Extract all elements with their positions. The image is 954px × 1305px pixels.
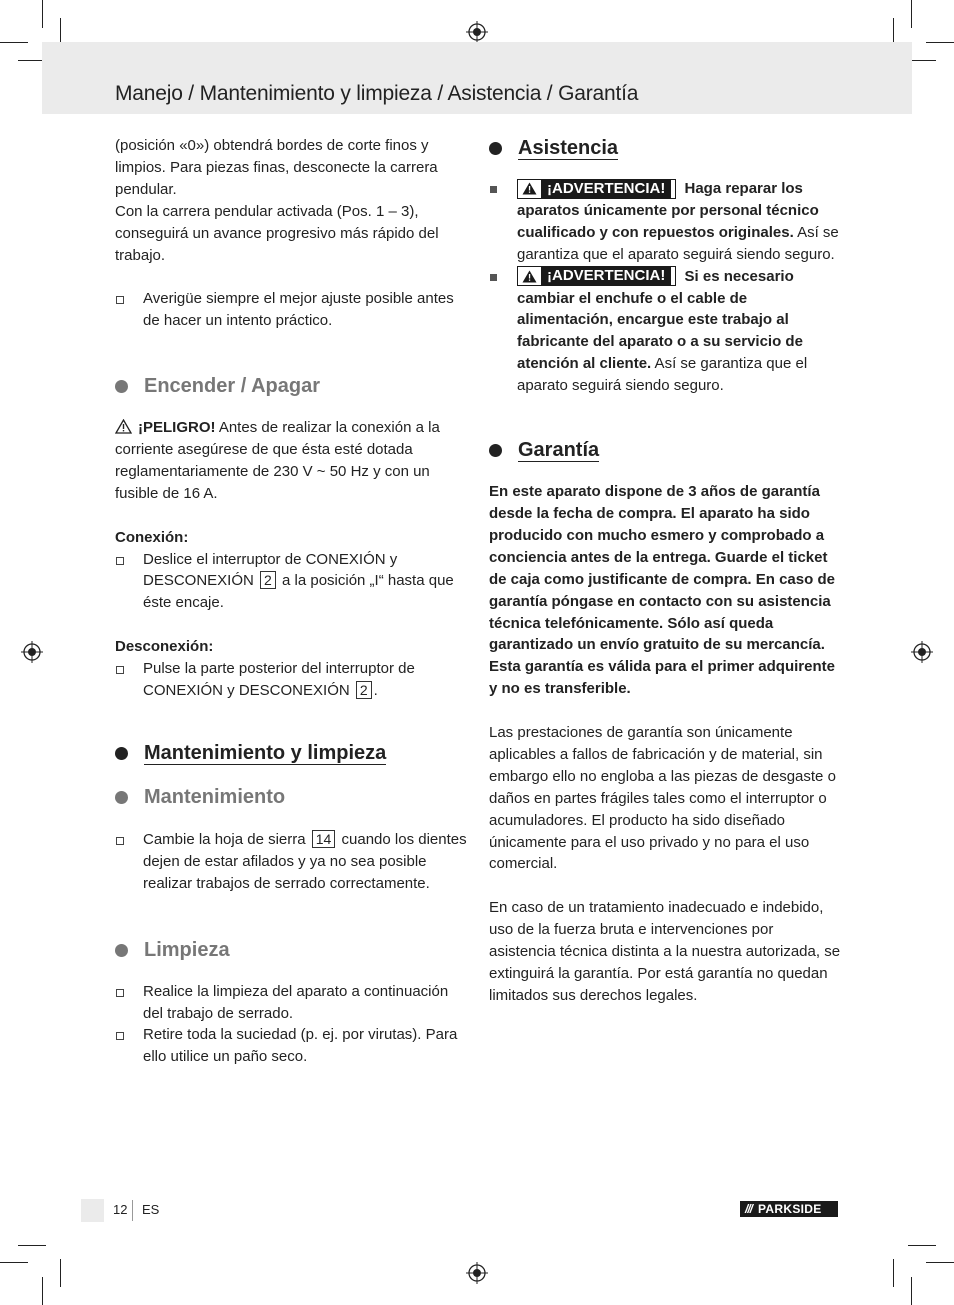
crop-mark	[0, 42, 28, 43]
part-number-badge: 2	[356, 681, 372, 699]
crop-mark	[18, 1245, 46, 1246]
crop-mark	[926, 1262, 954, 1263]
checkbox-bullet-icon	[116, 296, 124, 304]
parkside-logo: /// PARKSIDE	[740, 1201, 838, 1217]
list-item: Cambie la hoja de sierra 14 cuando los dientes dejen de estar afilados y ya no sea posible realizar trabajos de serrado correctamente.	[115, 829, 467, 895]
right-column	[489, 135, 841, 1007]
left-column	[115, 135, 467, 1068]
warranty-paragraph: Las prestaciones de garantía son únicamente aplicables a fallos de fabricación y de material, sin embargo ello no engloba a las piezas de desgaste o daños en partes frágiles tales como el interruptor o acumuladores. El producto ha sido diseñado únicamente para el uso privado y no para el uso comercial.	[489, 724, 836, 873]
section-heading-garantia: Garantía	[489, 437, 841, 463]
list-item: Deslice el interruptor de CONEXIÓN y DESCONEXIÓN 2 a la posición „I“ hasta que éste encaje.	[115, 549, 467, 615]
section-heading-encender: Encender / Apagar	[115, 373, 467, 399]
square-bullet-icon	[490, 186, 497, 193]
bullet-dot-icon	[115, 380, 128, 393]
section-heading-mantenimiento-limpieza: Mantenimiento y limpieza	[115, 740, 467, 766]
checkbox-bullet-icon	[116, 666, 124, 674]
warning-badge: ¡ADVERTENCIA!	[517, 266, 676, 286]
square-bullet-icon	[490, 274, 497, 281]
page-title: Manejo / Mantenimiento y limpieza / Asistencia / Garantía	[115, 82, 639, 105]
crop-mark	[911, 1277, 912, 1305]
crop-mark	[911, 0, 912, 28]
part-number-badge: 2	[260, 571, 276, 589]
registration-mark-icon	[911, 641, 933, 663]
checkbox-bullet-icon	[116, 989, 124, 997]
list-item: Retire toda la suciedad (p. ej. por virutas). Para ello utilice un paño seco.	[115, 1024, 467, 1068]
intro-paragraph: Con la carrera pendular activada (Pos. 1 – 3), conseguirá un avance progresivo más rápido del trabajo.	[115, 202, 439, 264]
crop-mark	[0, 1262, 28, 1263]
conexion-label: Conexión:	[115, 528, 189, 546]
warning-triangle-icon	[522, 270, 537, 283]
registration-mark-icon	[466, 21, 488, 43]
crop-mark	[926, 42, 954, 43]
page-number: 12	[113, 1202, 128, 1217]
checkbox-bullet-icon	[116, 1032, 124, 1040]
crop-mark	[908, 60, 936, 61]
list-item: Realice la limpieza del aparato a continuación del trabajo de serrado.	[115, 981, 467, 1025]
list-item: Averigüe siempre el mejor ajuste posible antes de hacer un intento práctico.	[115, 288, 467, 332]
list-item: ¡ADVERTENCIA! Haga reparar los aparatos únicamente por personal técnico cualificado y con repuestos originales. Así se garantiza que el aparato seguirá siendo seguro.	[489, 178, 841, 266]
crop-mark	[893, 1259, 894, 1287]
registration-mark-icon	[21, 641, 43, 663]
warranty-bold-paragraph: En este aparato dispone de 3 años de garantía desde la fecha de compra. El aparato ha sido producido con mucho esmero y comprobado a conciencia antes de la entrega. Guarde el ticket de caja como justificante de compra. En caso de garantía póngase en contacto con su asistencia técnica telefónicamente. Sólo así queda garantizado un envío gratuito de su mercancía. Esta garantía es válida para el primer adquirente y no es transferible.	[489, 483, 835, 698]
crop-mark	[908, 1245, 936, 1246]
crop-mark	[42, 1277, 43, 1305]
section-heading-mantenimiento: Mantenimiento	[115, 784, 467, 810]
warning-badge: ¡ADVERTENCIA!	[517, 179, 676, 199]
footer-box	[81, 1199, 104, 1222]
warning-triangle-icon	[522, 182, 537, 195]
bullet-dot-icon	[115, 791, 128, 804]
bullet-dot-icon	[115, 944, 128, 957]
section-heading-asistencia: Asistencia	[489, 135, 841, 161]
warranty-paragraph: En caso de un tratamiento inadecuado e indebido, uso de la fuerza bruta e intervenciones por asistencia técnica distinta a la nuestra autorizada, se extinguirá la garantía. Por está garantía no quedan limitados sus derechos legales.	[489, 899, 841, 1004]
footer-divider	[132, 1200, 133, 1221]
part-number-badge: 14	[312, 830, 336, 848]
desconexion-label: Desconexión:	[115, 638, 214, 656]
checkbox-bullet-icon	[116, 837, 124, 845]
list-item: ¡ADVERTENCIA! Si es necesario cambiar el enchufe o el cable de alimentación, encargue este trabajo al fabricante del aparato o a su servicio de atención al cliente. Así se garantiza que el aparato seguirá siendo seguro.	[489, 266, 841, 397]
list-item: Pulse la parte posterior del interruptor de CONEXIÓN y DESCONEXIÓN 2 .	[115, 658, 467, 702]
checkbox-bullet-icon	[116, 557, 124, 565]
section-heading-limpieza: Limpieza	[115, 937, 467, 963]
crop-mark	[60, 1259, 61, 1287]
bullet-dot-icon	[489, 444, 502, 457]
crop-mark	[42, 0, 43, 28]
bullet-dot-icon	[489, 142, 502, 155]
danger-paragraph: ¡PELIGRO! Antes de realizar la conexión a la corriente asegúrese de que ésta esté dotada reglamentariamente de 230 V ~ 50 Hz y con un fusible de 16 A.	[115, 419, 440, 502]
bullet-dot-icon	[115, 747, 128, 760]
language-code: ES	[142, 1202, 160, 1217]
intro-paragraph: (posición «0») obtendrá bordes de corte finos y limpios. Para piezas finas, desconecte la carrera pendular.	[115, 137, 438, 198]
warning-triangle-icon	[115, 419, 132, 434]
registration-mark-icon	[466, 1262, 488, 1284]
